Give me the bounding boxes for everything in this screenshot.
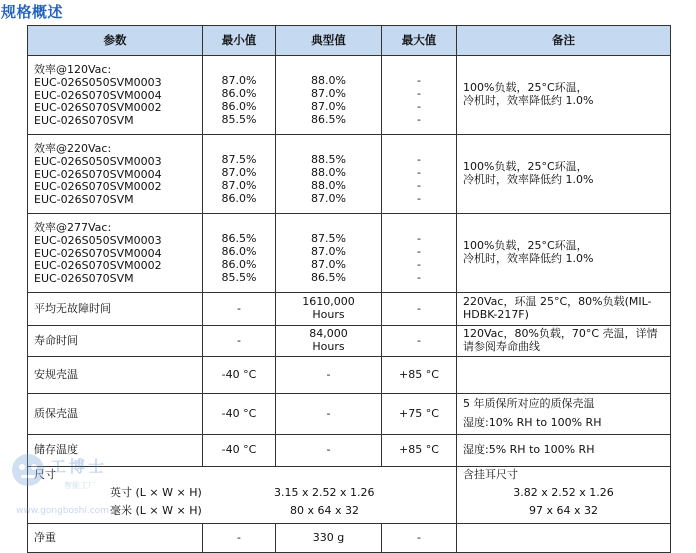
efficiency-note — [457, 135, 671, 214]
storage-max: +85 °C — [382, 435, 457, 467]
efficiency-param — [28, 135, 203, 214]
value: - — [417, 153, 421, 167]
efficiency-param — [28, 56, 203, 135]
model-name: EUC-026S070SVM — [34, 272, 134, 286]
warranty-temp-typ: - — [276, 394, 382, 435]
efficiency-note — [457, 56, 671, 135]
dimensions-inch-value: 3.15 x 2.52 x 1.26 — [274, 486, 375, 499]
case-temp-note — [457, 357, 671, 394]
model-name: EUC-026S070SVM0002 — [34, 259, 162, 273]
watermark-sub: 智能工厂 — [64, 481, 96, 490]
efficiency-max — [382, 214, 457, 293]
model-name: EUC-026S070SVM0002 — [34, 101, 162, 115]
value: 86.0% — [221, 87, 257, 101]
value: - — [417, 87, 421, 101]
value: 87.0% — [221, 179, 257, 192]
model-name: EUC-026S070SVM0002 — [34, 180, 162, 194]
warranty-temp-note — [457, 394, 671, 435]
value: 84,000 — [309, 327, 348, 341]
table-row — [28, 394, 671, 435]
efficiency-max — [382, 56, 457, 135]
efficiency-note — [457, 214, 671, 293]
warranty-temp-min: -40 °C — [203, 394, 276, 435]
efficiency-typ — [276, 56, 382, 135]
value: 87.0% — [221, 74, 257, 88]
weight-min: - — [203, 524, 276, 553]
value: - — [417, 270, 421, 284]
storage-typ: - — [276, 435, 382, 467]
value: 87.0% — [311, 87, 346, 101]
dimensions-inch-label: 英寸 (L × W × H) — [110, 486, 202, 499]
mtbf-min: - — [203, 293, 276, 326]
value: 86.0% — [221, 100, 257, 113]
watermark-brand: 工博士 — [50, 457, 108, 476]
value: - — [417, 74, 421, 88]
table-row — [28, 435, 671, 467]
note-line: 冷机时，效率降低约 1.0% — [463, 252, 594, 265]
table-row — [28, 293, 671, 326]
life-param: 寿命时间 — [28, 326, 203, 357]
weight-note — [457, 524, 671, 553]
case-temp-typ: - — [276, 357, 382, 394]
value: 1610,000 — [302, 295, 355, 309]
value: 88.5% — [311, 153, 346, 167]
life-note: 120Vac，80%负载，70°C 壳温，详情请参阅寿命曲线 — [457, 326, 671, 357]
spec-table — [27, 25, 671, 553]
storage-param: 储存温度 — [28, 435, 203, 467]
efficiency-param — [28, 214, 203, 293]
header-min: 最小值 — [203, 26, 276, 56]
case-temp-max: +85 °C — [382, 357, 457, 394]
page-title: 规格概述 — [1, 3, 64, 21]
value: 87.0% — [311, 191, 346, 205]
efficiency-label: 效率@277Vac: — [34, 221, 112, 234]
note-line: 100%负载，25°C环温， — [463, 239, 588, 253]
weight-typ: 330 g — [276, 524, 382, 553]
value: 86.5% — [311, 270, 346, 284]
value: 86.5% — [311, 112, 346, 126]
value: 85.5% — [221, 270, 257, 284]
model-name: EUC-026S070SVM0004 — [34, 88, 162, 102]
table-row — [28, 214, 671, 293]
value: - — [417, 232, 421, 246]
value: 88.0% — [311, 74, 346, 88]
value: - — [417, 179, 421, 192]
header-typ: 典型值 — [276, 26, 382, 56]
note-line: 湿度:10% RH to 100% RH — [463, 416, 602, 429]
header-param: 参数 — [28, 26, 203, 56]
efficiency-label: 效率@120Vac: — [34, 63, 112, 76]
efficiency-min — [203, 214, 276, 293]
case-temp-param: 安规壳温 — [28, 357, 203, 394]
weight-param: 净重 — [28, 524, 203, 553]
mtbf-note: 220Vac，环温 25°C，80%负载(MIL-HDBK-217F) — [457, 293, 671, 326]
value: 86.0% — [221, 191, 257, 205]
value: 87.0% — [221, 166, 257, 180]
dimensions-ear-mm: 97 x 64 x 32 — [529, 504, 598, 517]
value: 87.0% — [311, 258, 346, 271]
mtbf-param: 平均无故障时间 — [28, 293, 203, 326]
mtbf-max: - — [382, 293, 457, 326]
mtbf-typ — [276, 293, 382, 326]
life-typ — [276, 326, 382, 357]
watermark-url: www.gongboshi.com — [16, 506, 109, 516]
table-row — [28, 56, 671, 135]
model-name: EUC-026S070SVM0004 — [34, 167, 162, 181]
efficiency-label: 效率@220Vac: — [34, 142, 112, 155]
dimensions-ear-inch: 3.82 x 2.52 x 1.26 — [513, 486, 614, 499]
header-max: 最大值 — [382, 26, 457, 56]
model-name: EUC-026S050SVM0003 — [34, 233, 162, 247]
header-note: 备注 — [457, 26, 671, 56]
table-row — [28, 135, 671, 214]
unit: Hours — [312, 308, 345, 321]
storage-min: -40 °C — [203, 435, 276, 467]
storage-note: 湿度:5% RH to 100% RH — [457, 435, 671, 467]
model-name: EUC-026S070SVM — [34, 114, 134, 128]
life-max: - — [382, 326, 457, 357]
dimensions-mm-value: 80 x 64 x 32 — [290, 504, 359, 517]
note-line: 冷机时，效率降低约 1.0% — [463, 94, 594, 107]
dimensions-param: 尺寸 — [34, 468, 56, 481]
note-line: 100%负载，25°C环温， — [463, 160, 588, 174]
table-row — [28, 467, 671, 524]
value: 86.0% — [221, 258, 257, 271]
value: 86.0% — [221, 245, 257, 259]
value: - — [417, 100, 421, 113]
warranty-temp-max: +75 °C — [382, 394, 457, 435]
dimensions-mm-label: 毫米 (L × W × H) — [110, 504, 202, 517]
value: - — [417, 191, 421, 205]
efficiency-typ — [276, 135, 382, 214]
dimensions-cell — [28, 467, 457, 524]
value: 88.0% — [311, 166, 346, 180]
value: 87.5% — [221, 153, 257, 167]
value: - — [417, 258, 421, 271]
dimensions-ear-label: 含挂耳尺寸 — [463, 468, 518, 481]
model-name: EUC-026S050SVM0003 — [34, 154, 162, 168]
efficiency-max — [382, 135, 457, 214]
note-line: 5 年质保所对应的质保壳温 — [463, 397, 595, 411]
model-name: EUC-026S070SVM0004 — [34, 246, 162, 260]
table-row — [28, 357, 671, 394]
model-name: EUC-026S050SVM0003 — [34, 75, 162, 89]
life-min: - — [203, 326, 276, 357]
value: 87.0% — [311, 100, 346, 113]
unit: Hours — [312, 340, 345, 353]
value: 86.5% — [221, 232, 257, 246]
efficiency-typ — [276, 214, 382, 293]
efficiency-min — [203, 135, 276, 214]
value: - — [417, 245, 421, 259]
table-row — [28, 326, 671, 357]
value: - — [417, 166, 421, 180]
case-temp-min: -40 °C — [203, 357, 276, 394]
warranty-temp-param: 质保壳温 — [28, 394, 203, 435]
note-line: 冷机时，效率降低约 1.0% — [463, 173, 594, 186]
table-header-row — [28, 26, 671, 56]
value: 87.5% — [311, 232, 346, 246]
table-row — [28, 524, 671, 553]
efficiency-min — [203, 56, 276, 135]
value: - — [417, 112, 421, 126]
note-line: 100%负载，25°C环温， — [463, 81, 588, 95]
value: 88.0% — [311, 179, 346, 192]
weight-max: - — [382, 524, 457, 553]
value: 87.0% — [311, 245, 346, 259]
dimensions-ear-cell — [457, 467, 671, 524]
value: 85.5% — [221, 112, 257, 126]
model-name: EUC-026S070SVM — [34, 193, 134, 207]
